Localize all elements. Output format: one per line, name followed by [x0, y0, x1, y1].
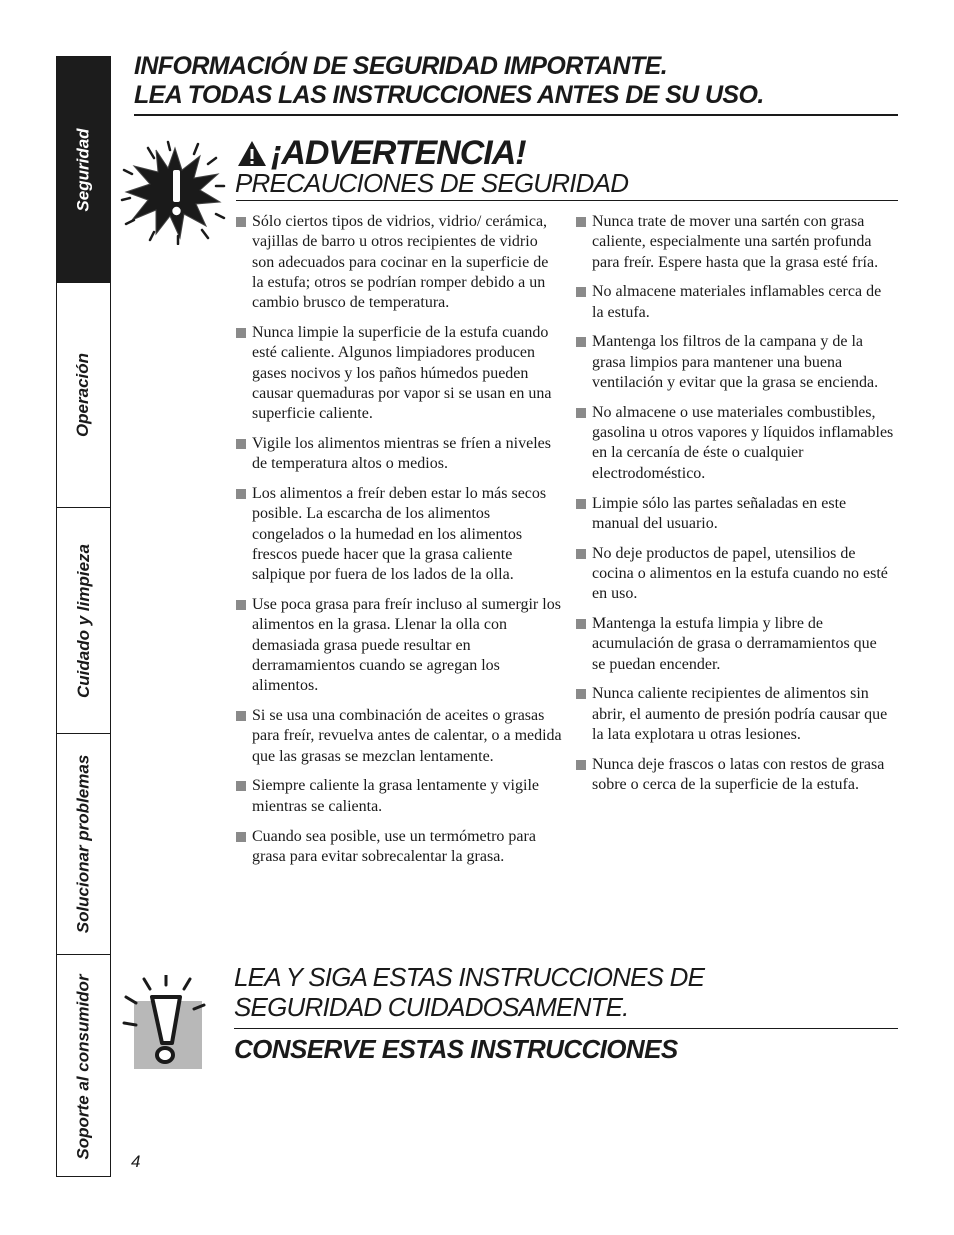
- list-item: [576, 494, 894, 535]
- list-item-text: Nunca caliente recipientes de alimentos sin abrir, el aumento de presión podría causar que la lata explotara u otras lesiones.: [592, 685, 888, 744]
- square-bullet-icon: [236, 832, 246, 842]
- save-instructions-heading: CONSERVE ESTAS INSTRUCCIONES: [234, 1034, 678, 1064]
- explosion-warning-icon: [120, 140, 230, 245]
- square-bullet-icon: [236, 489, 246, 499]
- square-bullet-icon: [236, 328, 246, 338]
- list-item: [576, 755, 894, 796]
- square-bullet-icon: [236, 439, 246, 449]
- right-column: [576, 212, 894, 805]
- list-item: [236, 595, 562, 696]
- tab-solucionar-problemas[interactable]: [57, 734, 110, 955]
- warning-heading: [237, 133, 526, 173]
- tab-soporte-al-consumidor[interactable]: [57, 955, 110, 1178]
- list-item-text: Cuando sea posible, use un termómetro para grasa para evitar sobrecalentar la grasa.: [252, 827, 536, 865]
- square-bullet-icon: [576, 337, 586, 347]
- tab-operacion[interactable]: [57, 283, 110, 508]
- list-item-text: Siempre caliente la grasa lentamente y vigile mientras se calienta.: [252, 777, 539, 815]
- list-item: [236, 706, 562, 767]
- read-line-1: LEA Y SIGA ESTAS INSTRUCCIONES DE: [234, 962, 705, 992]
- square-bullet-icon: [576, 217, 586, 227]
- tab-seguridad[interactable]: [57, 57, 110, 283]
- list-item: [236, 323, 562, 424]
- tab-cuidado-y-limpieza[interactable]: [57, 508, 110, 734]
- list-item-text: Nunca limpie la superficie de la estufa cuando esté caliente. Algunos limpiadores producen gases nocivos y los paños húmedos pueden causar quemaduras por vapor si se usan en una superficie caliente.: [252, 323, 552, 423]
- list-item-text: Los alimentos a freír deben estar lo más secos posible. La escarcha de los alimentos congelados o la humedad en los alimentos frescos puede hacer que la grasa caliente salpique por fuera de los lados de la olla.: [252, 485, 547, 584]
- square-bullet-icon: [576, 619, 586, 629]
- page-number: 4: [131, 1152, 141, 1171]
- page-title-line-1: INFORMACIÓN DE SEGURIDAD IMPORTANTE.: [134, 52, 668, 80]
- list-item-text: Mantenga los filtros de la campana y de la grasa limpios para mantener una buena ventilación y evitar que la grasa se encienda.: [592, 333, 879, 392]
- list-item-text: Si se usa una combinación de aceites o grasas para freír, revuelva antes de calentar, o a medida que las grasas se mezclan lentamente.: [252, 707, 562, 765]
- square-bullet-icon: [576, 287, 586, 297]
- list-item: [576, 282, 894, 323]
- list-item: [236, 484, 562, 585]
- list-item: [236, 776, 562, 817]
- left-column: [236, 212, 562, 877]
- attention-sign-icon: [122, 975, 212, 1071]
- page-title-line-2: LEA TODAS LAS INSTRUCCIONES ANTES DE SU USO.: [134, 81, 764, 109]
- section-tabs: [56, 56, 111, 1177]
- list-item: [576, 684, 894, 745]
- square-bullet-icon: [576, 760, 586, 770]
- warning-subtitle: PRECAUCIONES DE SEGURIDAD: [235, 168, 629, 198]
- list-item-text: Mantenga la estufa limpia y libre de acumulación de grasa o derramamientos que se puedan encender.: [592, 615, 877, 673]
- square-bullet-icon: [236, 711, 246, 721]
- square-bullet-icon: [236, 781, 246, 791]
- list-item: [576, 544, 894, 605]
- tab-label: Operación: [73, 352, 93, 438]
- read-and-follow-notice: [234, 962, 704, 1022]
- page-title: [134, 52, 898, 110]
- list-item: [236, 212, 562, 313]
- square-bullet-icon: [576, 499, 586, 509]
- list-item-text: Nunca deje frascos o latas con restos de grasa sobre o cerca de la superficie de la estufa.: [592, 755, 885, 794]
- list-item-text: Limpie sólo las partes señaladas en este manual del usuario.: [592, 494, 847, 532]
- square-bullet-icon: [576, 408, 586, 418]
- warning-title: ¡ADVERTENCIA!: [271, 134, 526, 172]
- list-item: [576, 403, 894, 484]
- list-item-text: No almacene o use materiales combustibles, gasolina u otros vapores y líquidos inflamables en la cercanía de éste o cualquier electrodoméstico.: [592, 403, 894, 482]
- list-item-text: Use poca grasa para freír incluso al sumergir los alimentos en la grasa. Llenar la olla con demasiada grasa puede resultar en derramamientos cuando se agregan los alimentos.: [252, 596, 561, 695]
- list-item-text: Sólo ciertos tipos de vidrios, vidrio/ cerámica, vajillas de barro u otros recipientes de vidrio son adecuados para cocinar en la superficie de la estufa; otros se podrían romper debido a un cambio brusco de temperatura.: [252, 213, 549, 312]
- square-bullet-icon: [236, 600, 246, 610]
- square-bullet-icon: [576, 689, 586, 699]
- list-item-text: No almacene materiales inflamables cerca de la estufa.: [592, 283, 882, 321]
- list-item: [576, 212, 894, 273]
- list-item: [576, 332, 894, 393]
- square-bullet-icon: [576, 549, 586, 559]
- list-item: [236, 434, 562, 475]
- square-bullet-icon: [236, 217, 246, 227]
- list-item-text: No deje productos de papel, utensilios de cocina o alimentos en la estufa cuando no esté en uso.: [592, 544, 888, 603]
- list-item: [236, 827, 562, 868]
- footer-divider: [234, 1028, 898, 1029]
- list-item: [576, 614, 894, 675]
- warning-triangle-icon: [237, 139, 267, 167]
- tab-label: Cuidado y limpieza: [73, 543, 93, 698]
- warning-divider: [236, 200, 898, 201]
- list-item-text: Vigile los alimentos mientras se fríen a niveles de temperatura altos o medios.: [252, 434, 551, 473]
- tab-label: Soporte al consumidor: [73, 973, 93, 1160]
- read-line-2: SEGURIDAD CUIDADOSAMENTE.: [234, 992, 629, 1022]
- header-divider: [134, 114, 898, 116]
- tab-label: Solucionar problemas: [73, 754, 93, 934]
- list-item-text: Nunca trate de mover una sartén con grasa caliente, especialmente una sartén profunda para freír. Espere hasta que la grasa esté fría.: [592, 213, 879, 271]
- tab-label: Seguridad: [73, 127, 93, 212]
